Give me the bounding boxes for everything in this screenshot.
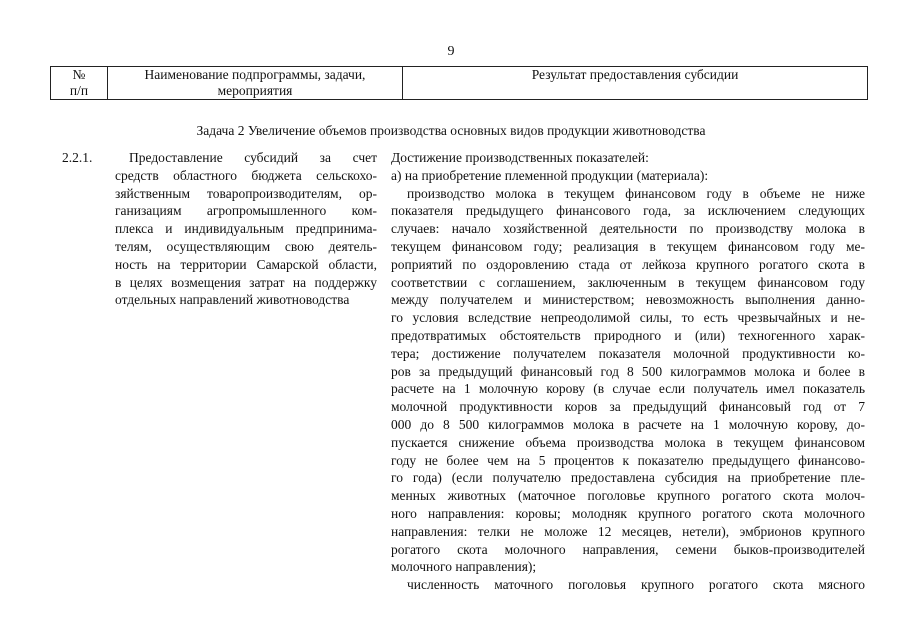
header-number-line-1: № <box>72 67 86 82</box>
result-line: предотвратимых обстоятельств природного и (или) техногенного харак- <box>391 327 865 343</box>
result-line: рогатого скота молочного направления, семени быков-производителей <box>391 541 865 557</box>
result-line: расчете на 1 молочную корову (в случае если получатель имел показатель <box>391 381 865 397</box>
header-cell-number <box>51 67 108 100</box>
result-line: ного направления: коровы; молодняк крупного рогатого скота молочного <box>391 505 865 521</box>
header-name-line-1: Наименование подпрограммы, задачи, <box>144 67 366 82</box>
result-line: молочного направления); <box>391 559 537 575</box>
result-line: го условия вследствие непреодолимой силы, то есть чрезвычайных и не- <box>391 310 865 326</box>
name-line: отдельных направлений животноводства <box>115 292 350 308</box>
result-line: ров за предыдущий финансовый год 8 500 килограммов молока и более в <box>391 363 865 379</box>
result-line: го года) (если получателю предоставлена субсидия на приобретение пле- <box>391 470 865 486</box>
table-header-row <box>51 67 868 100</box>
name-line: плекса и индивидуальным предпринима- <box>115 221 377 237</box>
result-line: случаев: начало хозяйственной деятельности по производству молока в <box>391 221 865 237</box>
subsidy-result <box>391 149 865 594</box>
header-cell-name <box>108 67 403 100</box>
header-cell-result <box>403 67 868 100</box>
result-line: производство молока в текущем финансовом году в объеме не ниже <box>407 185 865 201</box>
result-line: менных животных (маточное поголовье крупного рогатого скота молоч- <box>391 488 865 504</box>
row-number: 2.2.1. <box>62 150 93 165</box>
task-title: Задача 2 Увеличение объемов производства основных видов продукции животноводства <box>196 123 706 138</box>
header-result-text: Результат предоставления субсидии <box>531 67 739 82</box>
page-number: 9 <box>447 44 455 59</box>
result-line: между получателем и министерством; невозможность выполнения данно- <box>391 292 865 308</box>
name-line: зяйственным товаропроизводителям, ор- <box>115 185 377 201</box>
subprogram-name <box>115 149 377 309</box>
name-line: телям, осуществляющим свою деятель- <box>115 238 377 254</box>
result-line: тера; достижение получателем показателя молочной продуктивности ко- <box>391 345 865 361</box>
result-line: молочной продуктивности коров за предыдущий финансовый год от 7 <box>391 399 865 415</box>
result-line: а) на приобретение племенной продукции (материала): <box>391 167 709 183</box>
result-line: направления: телки не моложе 12 месяцев, нетели), эмбрионов крупного <box>391 523 865 539</box>
name-line: ганизациям агропромышленного ком- <box>115 203 377 219</box>
header-name-line-2: мероприятия <box>217 83 293 98</box>
name-line: ность на территории Самарской области, <box>115 256 377 272</box>
result-line: роприятий по оздоровлению стада от лейкоза крупного рогатого скота в <box>391 256 865 272</box>
result-line: численность маточного поголовья крупного рогатого скота мясного <box>407 577 865 593</box>
result-line: соответствии с соглашением, заключенным в текущем финансовом году <box>391 274 865 290</box>
name-line: Предоставление субсидий за счет <box>129 150 377 165</box>
result-line: 000 до 8 500 килограммов молока в расчете на 1 молочную корову, до- <box>391 416 865 432</box>
name-line: в целях возмещения затрат на поддержку <box>115 274 377 290</box>
name-line: средств областного бюджета сельскохо- <box>115 167 377 183</box>
table-header <box>50 66 868 100</box>
result-line: показателя предыдущего финансового года, за исключением следующих <box>391 203 865 219</box>
result-line: пускается снижение объема производства молока в текущем финансовом <box>391 434 865 450</box>
result-line: Достижение производственных показателей: <box>391 150 649 165</box>
result-line: году не более чем на 5 процентов к показателю предыдущего финансово- <box>391 452 865 468</box>
result-line: текущем финансовом году; реализация в текущем финансовом году ме- <box>391 238 865 254</box>
header-number-line-2: п/п <box>69 83 89 98</box>
